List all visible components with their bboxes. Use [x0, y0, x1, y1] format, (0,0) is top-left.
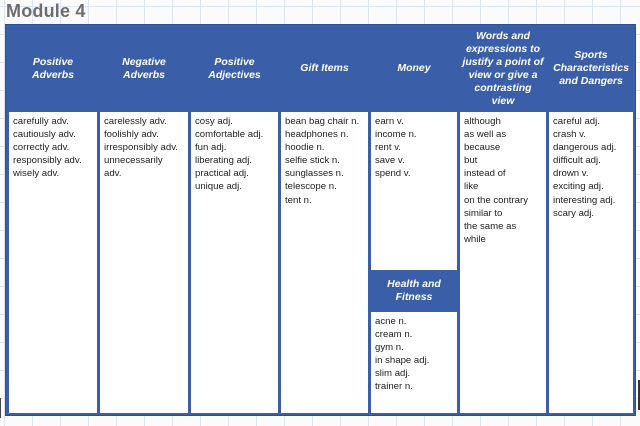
list-item: although: [464, 116, 501, 127]
list-item: hoodie n.: [285, 142, 325, 154]
list-item: unique adj.: [195, 181, 242, 193]
column-body: [371, 112, 457, 270]
list-item: acne n.: [375, 316, 407, 327]
list-item: wisely adv.: [13, 168, 60, 180]
column-body: [281, 112, 368, 413]
list-item: instead of: [464, 168, 506, 180]
column-header: Words and expressions to justify a point of view or give a contrasting view: [462, 29, 544, 107]
column-header: Money: [397, 62, 431, 74]
list-item: headphones n.: [285, 129, 349, 141]
list-item: on the contrary: [464, 194, 528, 206]
list-item: responsibly adv.: [13, 155, 82, 167]
list-item: while: [464, 233, 486, 245]
vocabulary-table: [5, 24, 636, 416]
sub-column-body: [371, 312, 457, 413]
list-item: adv.: [104, 168, 122, 180]
list-item: interesting adj.: [553, 194, 616, 206]
list-item: fun adj.: [195, 142, 227, 154]
list-item: careful adj.: [553, 116, 600, 127]
list-item: earn v.: [375, 116, 404, 127]
list-item: like: [464, 181, 479, 193]
list-item: slim adj.: [375, 368, 411, 380]
margin-decoration-right: [633, 380, 640, 410]
list-item: liberating adj.: [195, 155, 253, 167]
list-item: foolishly adv.: [104, 129, 159, 141]
list-item: carefully adv.: [13, 116, 69, 127]
column-header: Sports Characteristics and Dangers: [553, 49, 629, 87]
page-title: Module 4: [6, 1, 86, 21]
list-item: difficult adj.: [553, 155, 601, 167]
column-sports-dangers: [549, 28, 633, 413]
list-item: because: [464, 142, 501, 154]
list-item: telescope n.: [285, 181, 337, 193]
column-negative-adverbs: [100, 28, 188, 413]
list-item: the same as: [464, 220, 517, 232]
list-item: cream n.: [375, 329, 413, 341]
list-item: tent n.: [285, 194, 312, 206]
list-item: correctly adv.: [13, 142, 70, 154]
list-item: as well as: [464, 129, 507, 141]
column-body: [100, 112, 188, 413]
list-item: carelessly adv.: [104, 116, 167, 127]
sub-header-health-fitness: Health and Fitness: [371, 274, 457, 308]
list-item: irresponsibly adv.: [104, 142, 178, 154]
list-item: rent v.: [375, 142, 401, 154]
column-body: [191, 112, 278, 413]
list-item: sunglasses n.: [285, 168, 344, 180]
column-header: Positive Adjectives: [208, 55, 261, 81]
list-item: practical adj.: [195, 168, 249, 180]
list-item: dangerous adj.: [553, 142, 617, 154]
list-item: similar to: [464, 207, 503, 219]
column-body: [549, 112, 633, 413]
list-item: bean bag chair n.: [285, 116, 360, 127]
list-item: cautiously adv.: [13, 129, 76, 141]
column-header: Gift Items: [300, 62, 349, 74]
column-body: [460, 112, 546, 413]
column-header: Negative Adverbs: [122, 55, 166, 81]
list-item: in shape adj.: [375, 355, 430, 367]
list-item: save v.: [375, 155, 405, 167]
column-gift-items: [281, 28, 368, 413]
list-item: spend v.: [375, 168, 411, 180]
list-item: trainer n.: [375, 381, 413, 393]
list-item: unnecessarily: [104, 155, 163, 167]
list-item: income n.: [375, 129, 417, 141]
column-positive-adjectives: [191, 28, 278, 413]
list-item: crash v.: [553, 129, 586, 141]
list-item: gym n.: [375, 342, 404, 354]
list-item: drown v.: [553, 168, 589, 180]
column-positive-adverbs: [9, 28, 97, 413]
list-item: scary adj.: [553, 207, 595, 219]
column-expressions: [460, 28, 546, 413]
list-item: cosy adj.: [195, 116, 233, 127]
margin-decoration-left: [0, 398, 5, 418]
column-header: Positive Adverbs: [31, 55, 74, 81]
list-item: selfie stick n.: [285, 155, 340, 167]
list-item: but: [464, 155, 478, 167]
column-money: [371, 28, 457, 413]
column-body: [9, 112, 97, 413]
list-item: exciting adj.: [553, 181, 604, 193]
list-item: comfortable adj.: [195, 129, 264, 141]
